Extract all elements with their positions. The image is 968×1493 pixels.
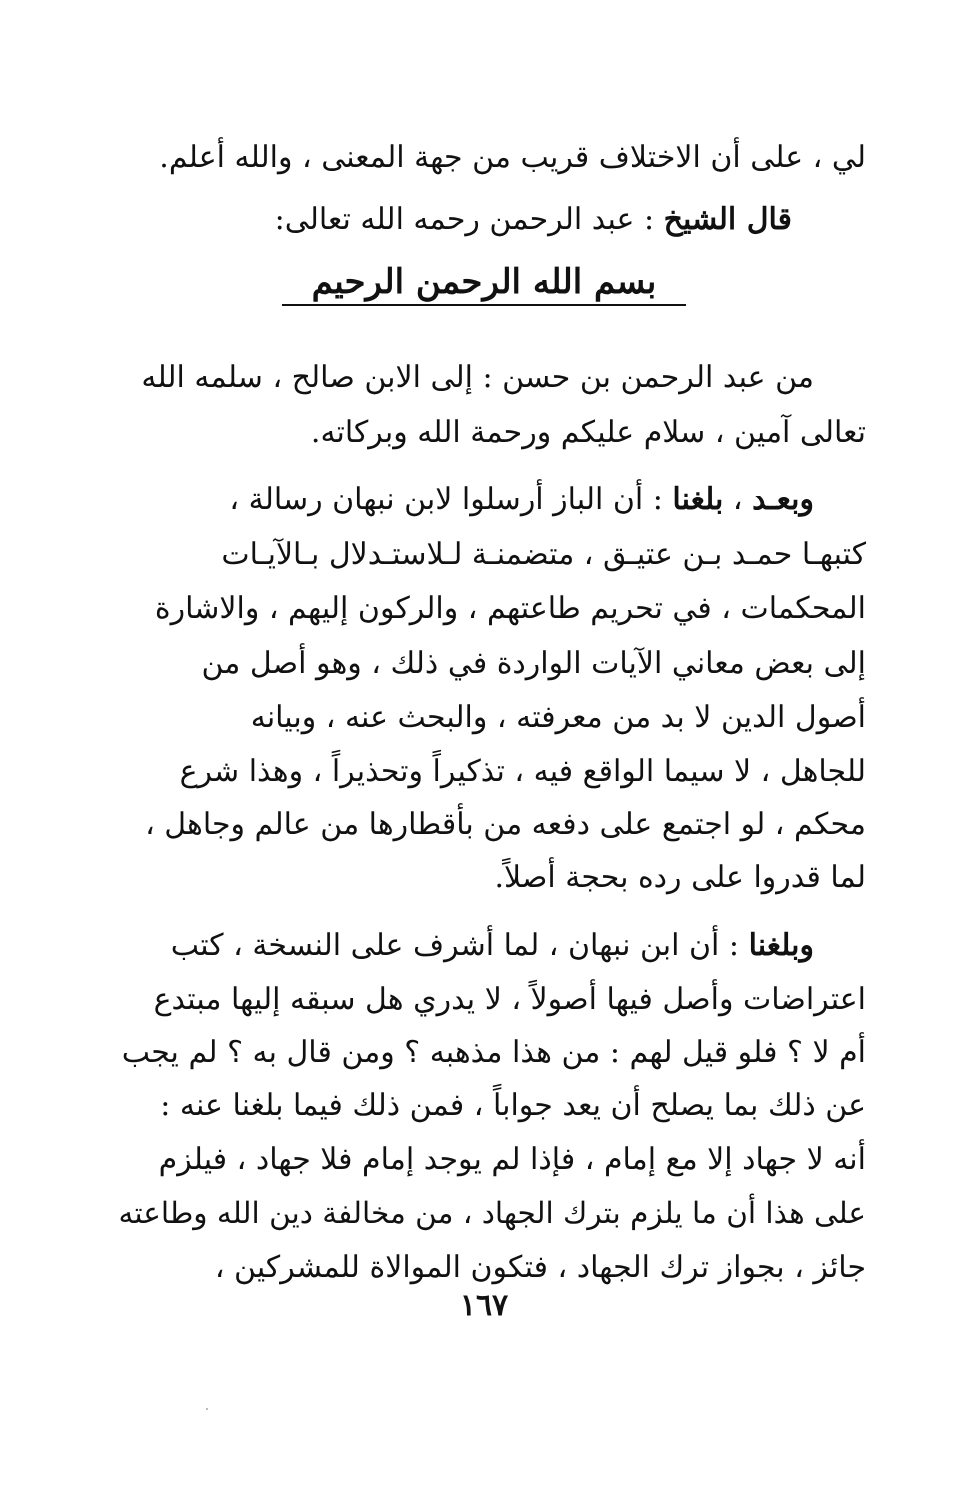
paragraph-3-line-2 — [118, 972, 866, 1027]
line-text: عن ذلك بما يصلح أن يعد جواباً ، فمن ذلك فيما بلغنا عنه : — [160, 1088, 866, 1123]
line-text: للجاهل ، لا سيما الواقع فيه ، تذكيراً وتحذيراً ، وهذا شرع — [179, 754, 866, 789]
opening-line — [118, 130, 866, 185]
paragraph-2-line-4 — [118, 636, 866, 691]
page-number: ١٦٧ — [459, 1288, 509, 1323]
paragraph-1-line-2 — [118, 405, 866, 460]
paragraph-2-line-6 — [118, 744, 866, 799]
line-text: لما قدروا على رده بحجة أصلاً. — [494, 860, 866, 895]
paragraph-2-line-7 — [118, 797, 866, 852]
line-text: أصول الدين لا بد من معرفته ، والبحث عنه ، وبيانه — [250, 700, 866, 735]
opening-line-text: لي ، على أن الاختلاف قريب من جهة المعنى ، والله أعلم. — [159, 140, 866, 175]
line-text: كتبهـا حمـد بـن عتيـق ، متضمنـة لـلاستـدلال بـالآيـات — [221, 537, 866, 572]
line-text: أنه لا جهاد إلا مع إمام ، فإذا لم يوجد إمام فلا جهاد ، فيلزم — [158, 1142, 866, 1177]
paragraph-3-line-4 — [118, 1078, 866, 1133]
line-text: تعالى آمين ، سلام عليكم ورحمة الله وبركاته. — [310, 415, 866, 450]
line-text: أم لا ؟ فلو قيل لهم : من هذا مذهبه ؟ ومن قال به ؟ لم يجب — [121, 1035, 866, 1070]
paragraph-2-line-5 — [118, 690, 866, 745]
paragraph-3-line-3 — [118, 1025, 866, 1080]
bold-lead-word: وبلغنا — [748, 928, 814, 963]
line-text: : أن ابن نبهان ، لما أشرف على النسخة ، كتب — [170, 928, 749, 963]
line-text: المحكمات ، في تحريم طاعتهم ، والركون إليهم ، والاشارة — [154, 591, 866, 626]
line-text: اعتراضات وأصل فيها أصولاً ، لا يدري هل سبقه إليها مبتدع — [153, 982, 866, 1017]
paragraph-3-line-6 — [118, 1186, 866, 1241]
paragraph-1-line-1 — [118, 350, 866, 405]
line-text: من عبد الرحمن بن حسن : إلى الابن صالح ، سلمه الله — [141, 360, 814, 395]
paragraph-3-line-5 — [118, 1132, 866, 1187]
line-text: على هذا أن ما يلزم بترك الجهاد ، من مخالفة دين الله وطاعته — [118, 1196, 866, 1230]
bold-lead-word: بلغنا — [672, 482, 724, 517]
paragraph-2-line-1 — [118, 472, 866, 527]
line-text: : أن الباز أرسلوا لابن نبهان رسالة ، — [229, 482, 673, 517]
line-text: إلى بعض معاني الآيات الواردة في ذلك ، وهو أصل من — [201, 646, 866, 681]
heading-rest: : عبد الرحمن رحمه الله تعالى: — [274, 202, 664, 237]
bold-lead-word: وبعـد — [752, 482, 814, 517]
paragraph-2-line-3 — [118, 581, 866, 636]
basmala-calligraphy — [0, 262, 968, 302]
paragraph-2-line-2 — [118, 527, 866, 582]
paragraph-3-line-7 — [118, 1240, 866, 1295]
line-text: جائز ، بجواز ترك الجهاد ، فتكون الموالاة للمشركين ، — [214, 1250, 866, 1285]
heading-bold: قال الشيخ — [663, 202, 792, 237]
line-text: محكم ، لو اجتمع على دفعه من بأقطارها من عالم وجاهل ، — [145, 807, 866, 842]
section-heading — [44, 192, 792, 247]
paragraph-2-line-8 — [118, 850, 866, 905]
basmala-text: بسم الله الرحمن الرحيم — [282, 262, 687, 306]
scan-speck — [206, 1408, 208, 1410]
line-text: ، — [723, 482, 753, 517]
paragraph-3-line-1 — [118, 918, 866, 973]
